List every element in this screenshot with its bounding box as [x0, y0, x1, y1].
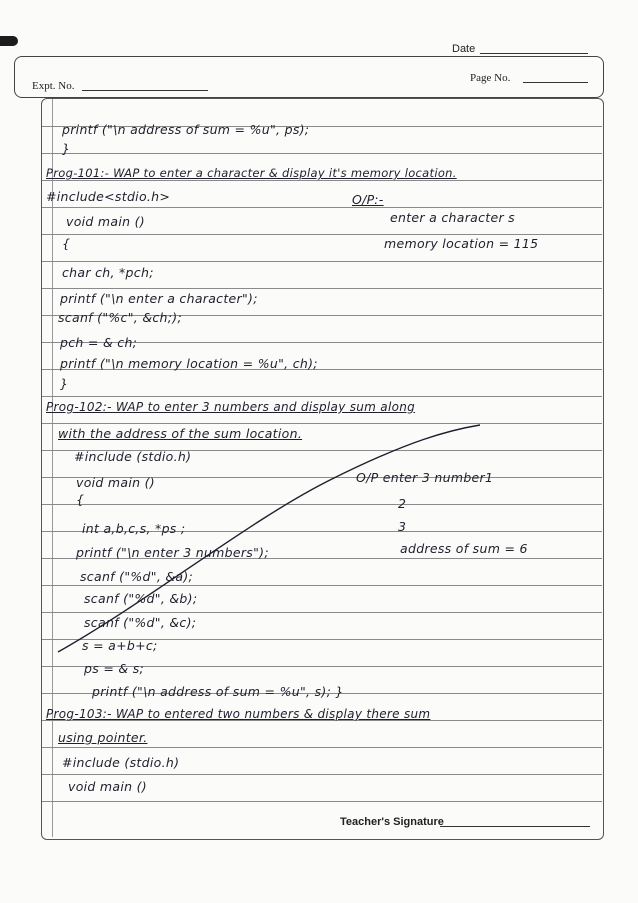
handwritten-line: printf ("\n address of sum = %u", s); } [92, 684, 344, 699]
handwritten-line: printf ("\n enter 3 numbers"); [76, 545, 269, 560]
handwritten-line: pch = & ch; [60, 335, 138, 350]
handwritten-line: #include (stdio.h) [62, 755, 180, 770]
date-label: Date [452, 43, 476, 55]
handwritten-line: O/P enter 3 number1 [356, 470, 494, 485]
handwritten-line: with the address of the sum location. [58, 426, 303, 441]
handwritten-line: { [62, 236, 71, 251]
handwritten-line: void main () [66, 214, 145, 229]
handwritten-line: ps = & s; [84, 661, 145, 676]
handwritten-line: 2 [398, 496, 407, 511]
handwritten-line: 3 [398, 519, 407, 534]
handwritten-line: printf ("\n address of sum = %u", ps); [62, 122, 310, 137]
handwritten-line: Prog-101:- WAP to enter a character & display it's memory location. [46, 166, 457, 180]
expt-no-label: Expt. No. [32, 80, 75, 92]
handwritten-line: #include (stdio.h) [74, 449, 192, 464]
handwritten-line: s = a+b+c; [82, 638, 158, 653]
teacher-signature-label: Teacher's Signature [340, 816, 444, 828]
handwritten-line: void main () [68, 779, 147, 794]
handwritten-line: scanf ("%d", &c); [84, 615, 197, 630]
handwritten-line: scanf ("%c", &ch;); [58, 310, 182, 325]
handwritten-line: char ch, *pch; [62, 265, 154, 280]
page-no-label: Page No. [470, 72, 511, 84]
handwritten-line: using pointer. [58, 730, 148, 745]
handwritten-line: } [60, 376, 69, 391]
handwritten-line: scanf ("%d", &a); [80, 569, 194, 584]
handwritten-line: scanf ("%d", &b); [84, 591, 198, 606]
handwritten-line: printf ("\n memory location = %u", ch); [60, 356, 318, 371]
handwritten-line: enter a character s [390, 210, 515, 225]
handwritten-line: } [62, 141, 71, 156]
handwritten-line: int a,b,c,s, *ps ; [82, 521, 186, 536]
teacher-signature-line [440, 826, 590, 827]
handwritten-line: Prog-103:- WAP to entered two numbers & display there sum [46, 707, 431, 721]
handwritten-line: O/P:- [352, 192, 384, 207]
handwritten-line: printf ("\n enter a character"); [60, 291, 258, 306]
handwritten-line: { [76, 492, 85, 507]
handwritten-line: address of sum = 6 [400, 541, 528, 556]
handwritten-line: void main () [76, 475, 155, 490]
handwritten-line: #include<stdio.h> [46, 189, 171, 204]
handwritten-line: Prog-102:- WAP to enter 3 numbers and display sum along [46, 400, 416, 414]
handwritten-line: memory location = 115 [384, 236, 539, 251]
